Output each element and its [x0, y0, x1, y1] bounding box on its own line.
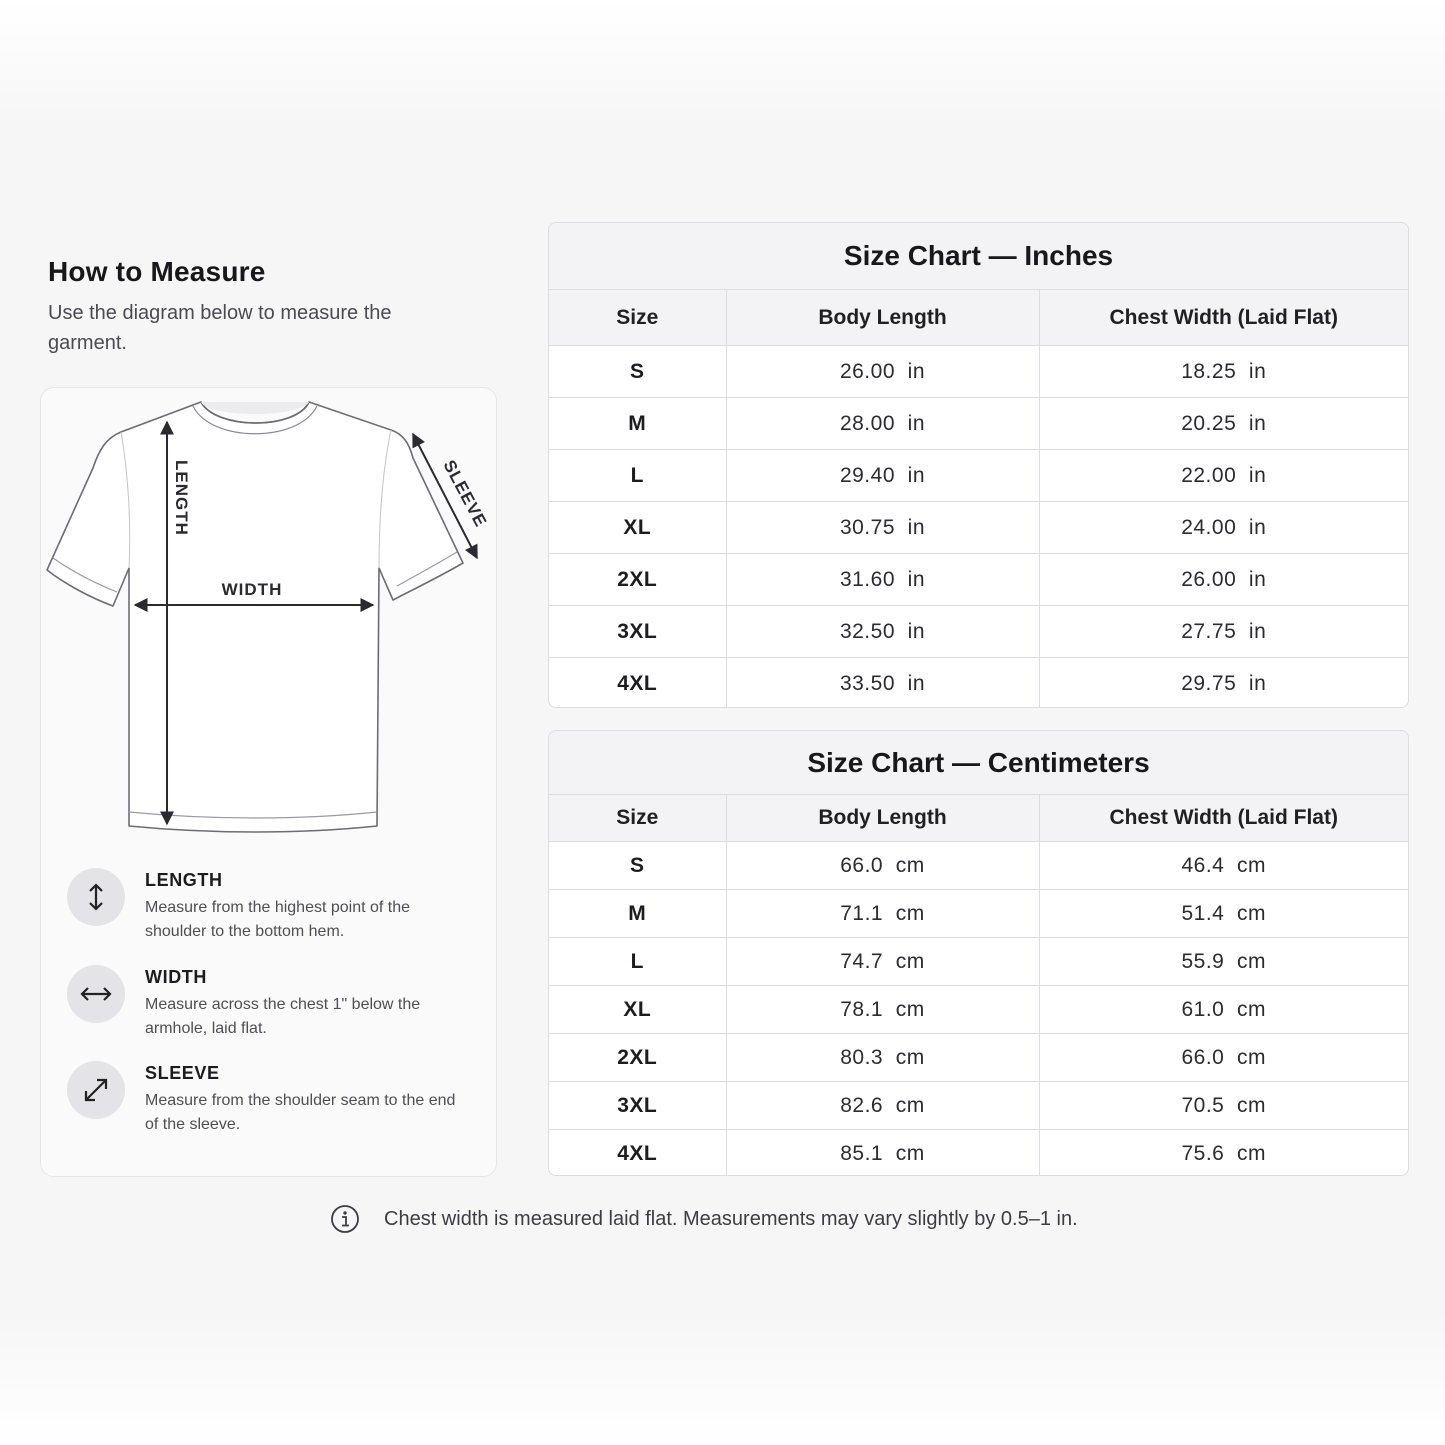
chest-width-cell: 29.75 in	[1181, 671, 1267, 695]
how-to-measure-subtitle: Use the diagram below to measure the garment.	[48, 302, 392, 354]
width-label: WIDTH	[221, 580, 283, 599]
footer-text: Chest width is measured laid flat. Measurements may vary slightly by 0.5–1 in.	[384, 1207, 1078, 1230]
size-chart-inches-table	[549, 290, 1408, 708]
size-cell: 3XL	[549, 606, 726, 658]
table-row	[549, 938, 1408, 986]
size-cell: 2XL	[549, 1034, 726, 1082]
size-cell: 4XL	[549, 658, 726, 709]
size-cell: L	[549, 938, 726, 986]
size-cell: XL	[549, 986, 726, 1034]
chest-width-cell: 61.0 cm	[1039, 986, 1408, 1034]
body-length-cell: 80.3 cm	[726, 1034, 1039, 1082]
diagonal-arrow-icon	[67, 1061, 125, 1119]
legend-width-title: WIDTH	[145, 967, 207, 987]
chest-width-cell: 70.5 cm	[1039, 1082, 1408, 1130]
body-length-cell: 28.00 in	[726, 398, 1039, 450]
table-header-row	[549, 795, 1408, 842]
info-icon	[330, 1204, 360, 1234]
chest-width-cell: 18.25 in	[1039, 346, 1408, 398]
table-row	[549, 1034, 1408, 1082]
chest-width-cell: 24.00 in	[1039, 502, 1408, 554]
size-chart-centimeters-title: Size Chart — Centimeters	[549, 731, 1408, 795]
legend-sleeve-title: SLEEVE	[145, 1063, 220, 1083]
size-cell: L	[549, 450, 726, 502]
table-row	[549, 606, 1408, 658]
table-header-row	[549, 290, 1408, 346]
sleeve-label: SLEEVE	[439, 456, 491, 531]
legend-length-title: LENGTH	[145, 870, 223, 890]
body-length-cell: 74.7 cm	[726, 938, 1039, 986]
body-length-cell: 66.0 cm	[726, 842, 1039, 890]
body-length-cell: 78.1 cm	[726, 986, 1039, 1034]
legend-length	[67, 868, 487, 958]
size-cell: M	[549, 398, 726, 450]
body-length-cell: 29.40 in	[726, 450, 1039, 502]
table-row	[549, 842, 1408, 890]
body-length-cell: 32.50 in	[726, 606, 1039, 658]
legend-width	[67, 965, 487, 1055]
body-length-cell: 30.75 in	[726, 502, 1039, 554]
vertical-arrow-icon	[67, 868, 125, 926]
horizontal-arrow-icon	[67, 965, 125, 1023]
footer-note	[330, 1203, 1078, 1235]
body-length-cell: 82.6 cm	[726, 1082, 1039, 1130]
size-cell: S	[549, 346, 726, 398]
table-row	[549, 890, 1408, 938]
legend-length-text: Measure from the highest point of the shoulder to the bottom hem.	[145, 899, 411, 940]
chest-width-cell: 51.4 cm	[1039, 890, 1408, 938]
table-row	[549, 554, 1408, 606]
table-row	[549, 1082, 1408, 1130]
chest-width-cell: 66.0 cm	[1039, 1034, 1408, 1082]
legend-width-text: Measure across the chest 1" below the armhole, laid flat.	[145, 996, 421, 1037]
size-chart-inches-title: Size Chart — Inches	[549, 223, 1408, 290]
size-cell: 2XL	[549, 554, 726, 606]
table-row	[549, 502, 1408, 554]
table-row	[549, 346, 1408, 398]
table-row	[549, 658, 1408, 709]
body-length-cell: 31.60 in	[726, 554, 1039, 606]
chest-width-cell: 46.4 cm	[1039, 842, 1408, 890]
size-chart-centimeters-table	[549, 795, 1408, 1176]
table-row	[549, 1130, 1408, 1177]
column-header-chest-width: Chest Width (Laid Flat)	[1039, 795, 1408, 842]
size-cell: XL	[549, 502, 726, 554]
size-chart-centimeters	[548, 730, 1409, 1176]
legend-sleeve	[67, 1061, 487, 1151]
how-to-measure-title: How to Measure	[48, 256, 266, 287]
size-cell: M	[549, 890, 726, 938]
body-length-cell: 71.1 cm	[726, 890, 1039, 938]
size-cell: S	[549, 842, 726, 890]
table-row	[549, 986, 1408, 1034]
size-cell: 4XL	[549, 1130, 726, 1177]
size-cell: 3XL	[549, 1082, 726, 1130]
chest-width-cell: 26.00 in	[1039, 554, 1408, 606]
column-header-chest-width: Chest Width (Laid Flat)	[1039, 290, 1408, 346]
chest-width-cell: 22.00 in	[1039, 450, 1408, 502]
body-length-cell: 26.00 in	[726, 346, 1039, 398]
size-chart-inches	[548, 222, 1409, 708]
chest-width-cell: 75.6 cm	[1181, 1141, 1267, 1165]
measure-panel	[40, 387, 497, 1177]
table-row	[549, 398, 1408, 450]
body-length-cell: 85.1 cm	[726, 1130, 1039, 1177]
table-row	[549, 450, 1408, 502]
tshirt-diagram	[41, 388, 496, 858]
column-header-size: Size	[549, 290, 726, 346]
column-header-body-length: Body Length	[726, 795, 1039, 842]
chest-width-cell: 55.9 cm	[1039, 938, 1408, 986]
chest-width-cell: 27.75 in	[1039, 606, 1408, 658]
chest-width-cell: 20.25 in	[1039, 398, 1408, 450]
column-header-body-length: Body Length	[726, 290, 1039, 346]
body-length-cell: 33.50 in	[726, 658, 1039, 709]
length-label: LENGTH	[172, 460, 191, 536]
legend-sleeve-text: Measure from the shoulder seam to the end of the sleeve.	[145, 1092, 456, 1133]
column-header-size: Size	[549, 795, 726, 842]
